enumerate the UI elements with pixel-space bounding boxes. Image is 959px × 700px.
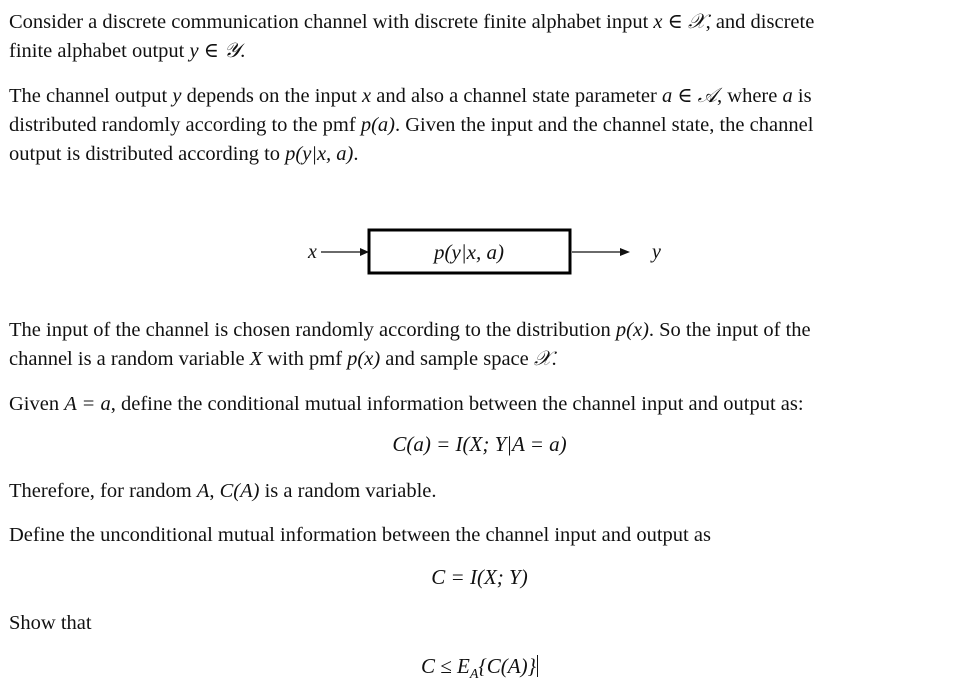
math-X: X (249, 348, 263, 370)
text-run: The input of the channel is chosen randomly according to the distribution (9, 319, 616, 341)
math-px: p(x) (347, 348, 381, 370)
text-run: is (792, 85, 812, 107)
text-cursor (537, 655, 538, 677)
text-run: is a random variable. (259, 480, 437, 502)
text-run: . Given the input and the channel state, the channel (395, 114, 814, 136)
text-run: , (209, 480, 220, 502)
equation-unconditional-mi: C = I(X; Y) (431, 565, 528, 589)
output-arrow-head (620, 248, 630, 256)
channel-diagram (0, 215, 959, 285)
text-run: The channel output (9, 85, 173, 107)
paragraph-random-variable (9, 477, 949, 506)
equation-conditional-mi: C(a) = I(X; Y|A = a) (392, 432, 567, 456)
text-run: , define the conditional mutual information between the channel input and output as: (110, 393, 804, 415)
channel-box-label: p(y|x, a) (434, 240, 504, 264)
diagram-output-label: y (652, 241, 661, 263)
text-run: finite alphabet output (9, 40, 190, 62)
math-state-set: a ∈ 𝒜 (661, 85, 718, 107)
text-run: Given (9, 393, 65, 415)
text-run: with pmf (262, 348, 348, 370)
math-y: y (172, 85, 182, 107)
text-run: . (353, 143, 359, 165)
text-run: distributed randomly according to the pmf (9, 114, 361, 136)
text-run: and sample space (380, 348, 534, 370)
math-A: A (196, 480, 210, 502)
paragraph-input-distribution (9, 316, 949, 374)
paragraph-show-that (9, 609, 949, 638)
math-input-alphabet: x ∈ 𝒳 (653, 11, 706, 33)
text-run: Show that (9, 612, 92, 634)
text-run: . (240, 40, 246, 62)
inequality-lhs: C ≤ E (420, 654, 470, 678)
text-run: . So the input of the (648, 319, 811, 341)
text-run: output is distributed according to (9, 143, 286, 165)
math-CA: C(A) (219, 480, 260, 502)
text-run: and also a channel state parameter (371, 85, 662, 107)
text-run: Therefore, for random (9, 480, 197, 502)
paragraph-channel-state (9, 82, 949, 169)
text-run: channel is a random variable (9, 348, 250, 370)
paragraph-conditional-def (9, 390, 949, 419)
inequality-rhs: {C(A)} (478, 654, 537, 678)
equation-inequality (0, 654, 959, 683)
text-run: , and discrete (705, 11, 815, 33)
math-A-equals-a: A = a (64, 393, 111, 415)
diagram-input-label: x (308, 241, 317, 263)
expectation-subscript: A (469, 667, 479, 683)
text-run: depends on the input (181, 85, 362, 107)
math-pa: p(a) (360, 114, 395, 136)
math-channel-law: p(y|x, a) (285, 143, 354, 165)
math-a: a (782, 85, 793, 107)
math-output-alphabet: y ∈ 𝒴 (189, 40, 241, 62)
paragraph-intro (9, 8, 949, 66)
math-px: p(x) (615, 319, 649, 341)
text-run: , where (717, 85, 783, 107)
math-x: x (362, 85, 372, 107)
text-run: . (551, 348, 557, 370)
paragraph-unconditional-def (9, 521, 949, 550)
math-sample-space: 𝒳 (533, 348, 552, 370)
text-run: Define the unconditional mutual information between the channel input and output as (9, 524, 711, 546)
text-run: Consider a discrete communication channel with discrete finite alphabet input (9, 11, 654, 33)
